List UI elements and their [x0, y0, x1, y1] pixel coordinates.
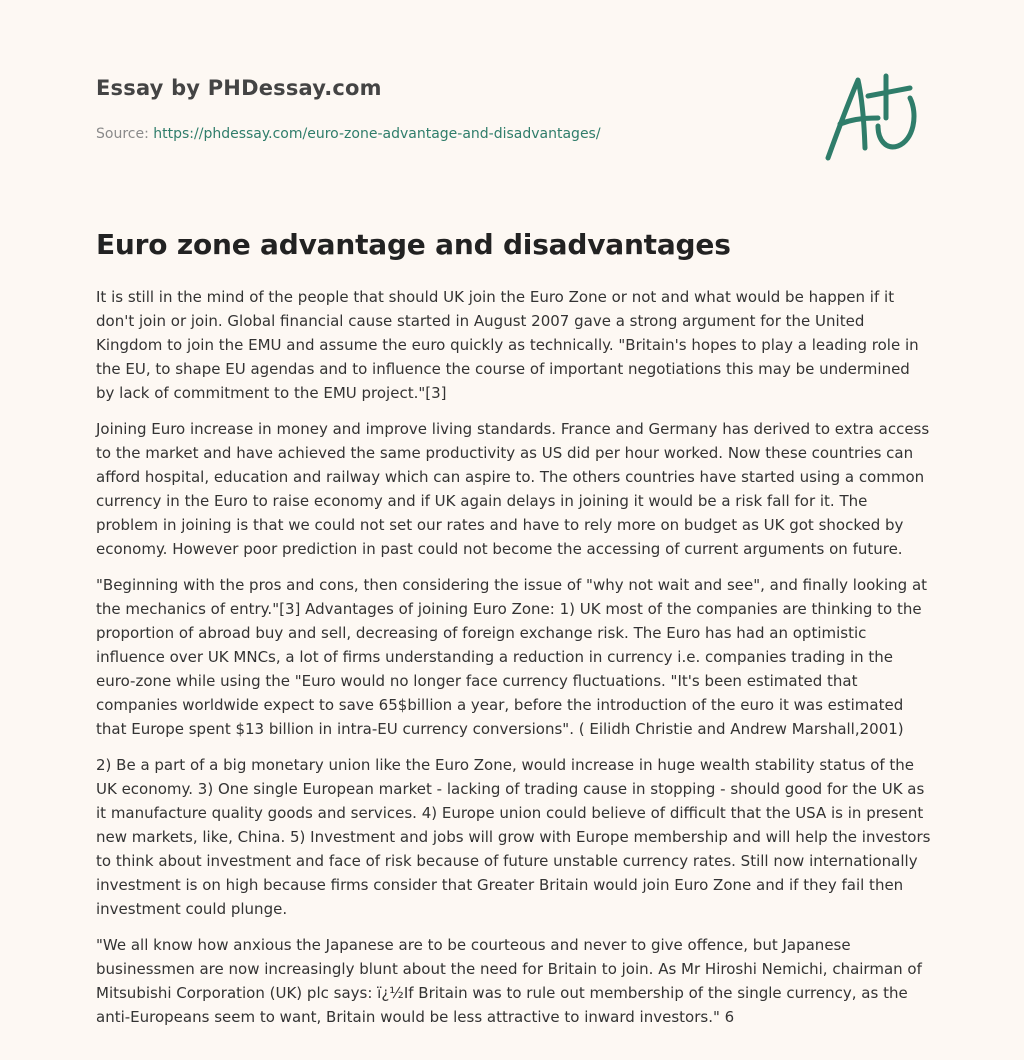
source-link[interactable]: https://phdessay.com/euro-zone-advantage-and-disadvantages/: [153, 126, 601, 142]
article-paragraph: "Beginning with the pros and cons, then considering the issue of "why not wait and see", and finally looking at the mechanics of entry."[3] Advantages of joining Euro Zone: 1) UK most of the companies are thinking to the proportion of abroad buy and sell, decreasing of foreign exchange risk. The Euro has had an optimistic influence over UK MNCs, a lot of firms understanding a reduction in currency i.e. companies trading in the euro-zone while using the "Euro would no longer face currency fluctuations. "It's been estimated that companies worldwide expect to save 65$billion a year, before the introduction of the euro it was estimated that Europe spent $13 billion in intra-EU currency conversions". ( Eilidh Christie and Andrew Marshall,2001): [96, 576, 928, 738]
article-paragraph: "We all know how anxious the Japanese are to be courteous and never to give offence, but Japanese businessmen are now increasingly blunt about the need for Britain to join. As Mr Hiroshi Nemichi, chairman of Mitsubishi Corporation (UK) plc says: ï¿½If Britain was to rule out membership of the single currency, as the anti-Europeans seem to want, Britain would be less attractive to inward investors." 6: [96, 936, 922, 1026]
article-title: Euro zone advantage and disadvantages: [96, 228, 731, 261]
source-label: Source:: [96, 126, 149, 142]
site-brand[interactable]: Essay by PHDessay.com: [96, 76, 382, 100]
article-paragraph: 2) Be a part of a big monetary union like the Euro Zone, would increase in huge wealth stability status of the UK economy. 3) One single European market - lacking of trading cause in stopping - should good for the UK as it manufacture quality goods and services. 4) Europe union could believe of difficult that the USA is in present new markets, like, China. 5) Investment and jobs will grow with Europe membership and will help the investors to think about investment and face of risk because of future unstable currency rates. Still now internationally investment is on high because firms consider that Greater Britain would join Euro Zone and if they fail then investment could plunge.: [96, 756, 931, 918]
article-paragraph: It is still in the mind of the people that should UK join the Euro Zone or not and what would be happen if it don't join or join. Global financial cause started in August 2007 gave a strong argument for the United Kingdom to join the EMU and assume the euro quickly as technically. "Britain's hopes to play a leading role in the EU, to shape EU agendas and to influence the course of important negotiations this may be undermined by lack of commitment to the EMU project."[3]: [96, 288, 919, 402]
source-line: [96, 126, 601, 142]
article-paragraph: Joining Euro increase in money and improve living standards. France and Germany has derived to extra access to the market and have achieved the same productivity as US did per hour worked. Now these countries can afford hospital, education and railway which can aspire to. The others countries have started using a common currency in the Euro to raise economy and if UK again delays in joining it would be a risk fall for it. The problem in joining is that we could not set our rates and have to rely more on budget as UK got shocked by economy. However poor prediction in past could not become the accessing of current arguments on future.: [96, 420, 930, 558]
a-plus-logo-icon: [818, 66, 930, 166]
article-body: [96, 285, 932, 1041]
page-header: [96, 76, 928, 142]
